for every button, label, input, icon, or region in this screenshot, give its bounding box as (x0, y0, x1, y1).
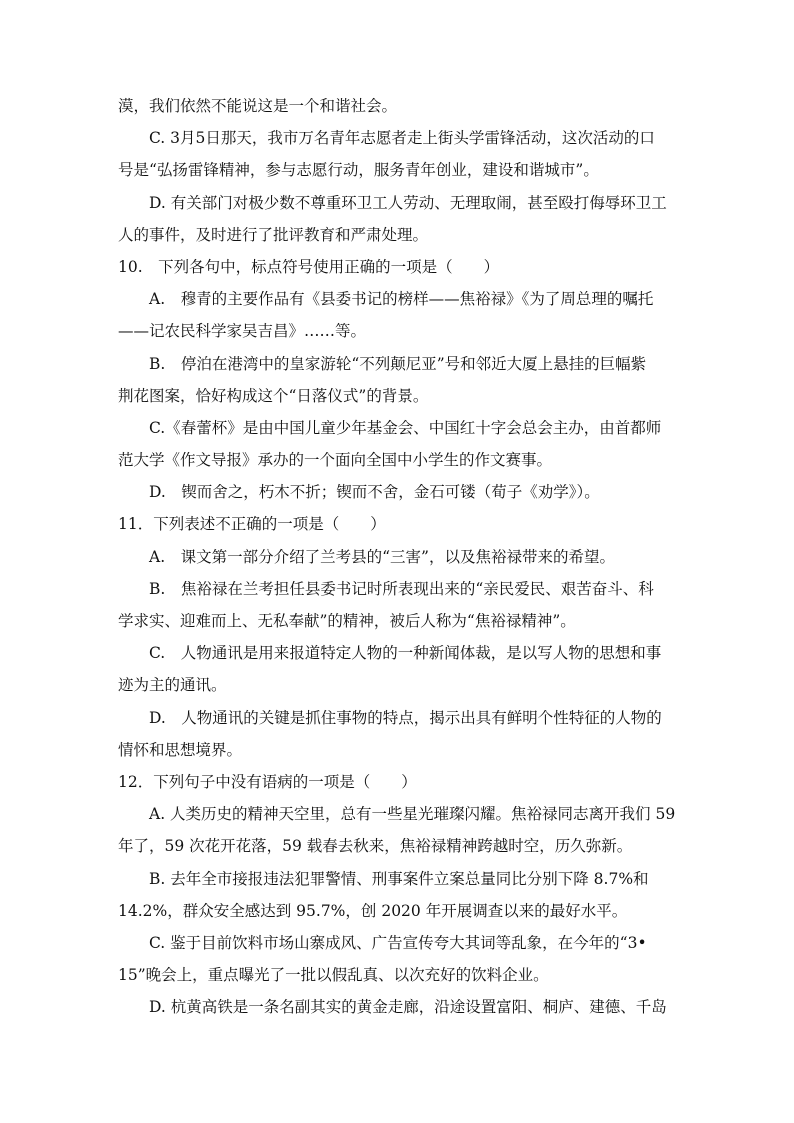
answer-option: A. 人类历史的精神天空里，总有一些星光璀璨闪耀。焦裕禄同志离开我们 59 (149, 805, 676, 824)
answer-option: D. 杭黄高铁是一条名副其实的黄金走廊，沿途设置富阳、桐庐、建德、千岛 (149, 998, 667, 1017)
text-line: 人的事件，及时进行了批评教育和严肃处理。 (118, 225, 429, 244)
answer-option: A. 课文第一部分介绍了兰考县的“三害”，以及焦裕禄带来的希望。 (149, 547, 615, 566)
answer-option: C. 人物通讯是用来报道特定人物的一种新闻体裁，是以写人物的思想和事 (149, 644, 662, 663)
text-line: 年了，59 次花开花落，59 载春去秋来，焦裕禄精神跨越时空，历久弥新。 (118, 837, 633, 856)
answer-option: B. 去年全市接报违法犯罪警情、刑事案件立案总量同比分别下降 8.7%和 (149, 869, 649, 888)
question-stem: 11．下列表述不正确的一项是（ ） (118, 515, 386, 534)
text-line: 号是“弘扬雷锋精神，参与志愿行动，服务青年创业，建设和谐城市”。 (118, 161, 599, 180)
text-line: 14.2%，群众安全感达到 95.7%，创 2020 年开展调查以来的最好水平。 (118, 901, 628, 920)
answer-option: C. 鉴于目前饮料市场山寨成风、广告宣传夸大其词等乱象，在今年的“3• (149, 933, 647, 952)
text-line: 范大学《作文导报》承办的一个面向全国中小学生的作文赛事。 (118, 451, 553, 470)
text-line: 情怀和思想境界。 (118, 740, 243, 759)
text-line: ——记农民科学家吴吉昌》……等。 (118, 322, 367, 341)
text-line: 漠，我们依然不能说这是一个和谐社会。 (118, 97, 398, 115)
text-line: 荆花图案，恰好构成这个“日落仪式”的背景。 (118, 386, 429, 405)
document-body (118, 90, 684, 1023)
answer-option: B. 焦裕禄在兰考担任县委书记时所表现出来的“亲民爱民、艰苦奋斗、科 (149, 579, 654, 598)
answer-option: D. 人物通讯的关键是抓住事物的特点，揭示出具有鲜明个性特征的人物的 (149, 708, 662, 727)
answer-option: A. 穆青的主要作品有《县委书记的榜样——焦裕禄》《为了周总理的嘱托 (149, 290, 654, 309)
question-stem: 12．下列句子中没有语病的一项是（ ） (118, 772, 417, 791)
text-line: 学求实、迎难而上、无私奉献”的精神，被后人称为“焦裕禄精神”。 (118, 612, 576, 630)
answer-option: D. 锲而舍之，朽木不折；锲而不舍，金石可镂（荀子《劝学》）。 (149, 483, 600, 502)
answer-option: D. 有关部门对极少数不尊重环卫工人劳动、无理取闹，甚至殴打侮辱环卫工 (149, 193, 667, 212)
answer-option: C.《春蕾杯》是由中国儿童少年基金会、中国红十字会总会主办，由首都师 (149, 418, 662, 437)
text-line: 迹为主的通讯。 (118, 676, 227, 695)
answer-option: C. 3月5日那天，我市万名青年志愿者走上街头学雷锋活动，这次活动的口 (149, 129, 655, 148)
text-line: 15”晚会上，重点曝光了一批以假乱真、以次充好的饮料企业。 (118, 966, 549, 985)
question-stem: 10. 下列各句中，标点符号使用正确的一项是（ ） (118, 257, 500, 276)
answer-option: B. 停泊在港湾中的皇家游轮“不列颠尼亚”号和邻近大厦上悬挂的巨幅紫 (149, 354, 647, 373)
